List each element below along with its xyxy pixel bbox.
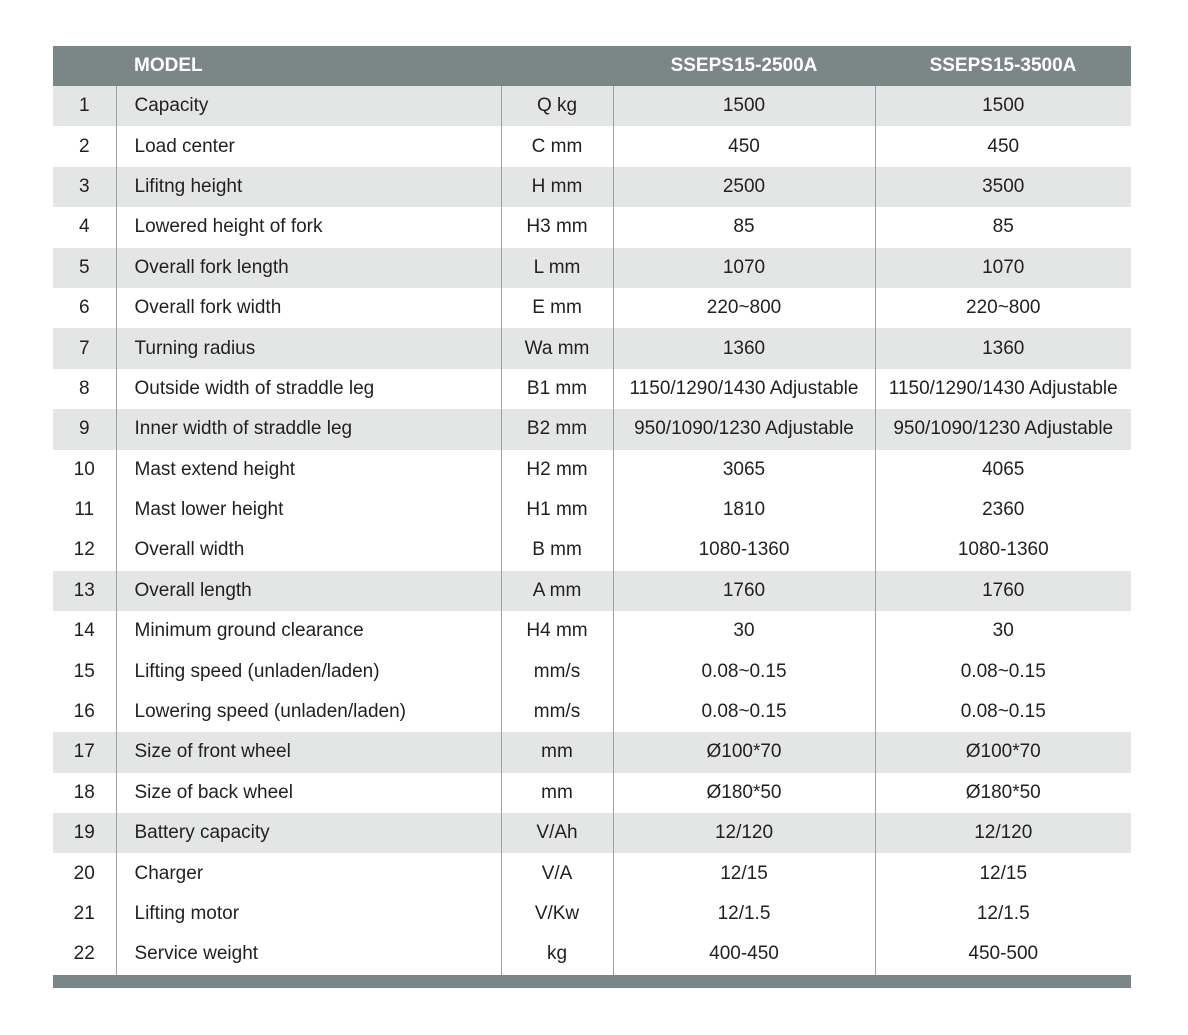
item-unit: mm/s [501, 692, 613, 732]
value-model-b: 2360 [982, 499, 1025, 521]
row-number: 5 [53, 248, 116, 288]
item-unit: mm [501, 732, 613, 772]
table-row [53, 450, 1131, 490]
value-model-a: 2500 [613, 167, 875, 207]
table-row [53, 86, 1131, 126]
value-model-a: 12/15 [613, 853, 875, 893]
value-model-a: Ø100*70 [613, 732, 875, 772]
item-unit: B2 mm [501, 409, 613, 449]
row-number: 11 [53, 490, 116, 530]
table-row [53, 773, 1131, 813]
item-name: Overall fork length [116, 248, 501, 288]
value-model-a: 30 [613, 611, 875, 651]
value-model-a: 12/120 [613, 813, 875, 853]
item-unit: C mm [501, 126, 613, 166]
table-row [53, 692, 1131, 732]
model-label: MODEL [134, 55, 203, 76]
table-row [53, 167, 1131, 207]
item-name: Mast lower height [116, 490, 501, 530]
row-number: 9 [53, 409, 116, 449]
value-model-b: 1070 [982, 256, 1025, 278]
table-header [53, 46, 1131, 86]
row-number: 13 [53, 571, 116, 611]
item-unit: B1 mm [501, 369, 613, 409]
table-row [53, 934, 1131, 974]
table-row [53, 611, 1131, 651]
value-model-b: 450-500 [968, 943, 1039, 965]
table-row [53, 732, 1131, 772]
table-row [53, 490, 1131, 530]
item-name: Charger [116, 853, 501, 893]
header-no [53, 46, 116, 86]
value-model-a: 0.08~0.15 [613, 692, 875, 732]
value-model-b: 1360 [982, 337, 1025, 359]
item-unit: Q kg [501, 86, 613, 126]
table-body [53, 86, 1131, 975]
row-number: 15 [53, 651, 116, 691]
value-model-b: Ø180*50 [965, 781, 1041, 803]
item-name: Lifitng height [116, 167, 501, 207]
header-unit [501, 46, 613, 86]
value-model-b: 1500 [982, 95, 1025, 117]
value-model-b: 12/15 [979, 862, 1028, 884]
value-model-a: 85 [613, 207, 875, 247]
item-name: Overall fork width [116, 288, 501, 328]
value-model-b: 1760 [982, 579, 1025, 601]
item-unit: H4 mm [501, 611, 613, 651]
row-number: 14 [53, 611, 116, 651]
footer-bar [53, 975, 1131, 988]
item-unit: mm/s [501, 651, 613, 691]
row-number: 17 [53, 732, 116, 772]
table-row [53, 813, 1131, 853]
value-model-b: 1080-1360 [957, 539, 1049, 561]
item-name: Inner width of straddle leg [116, 409, 501, 449]
value-model-a: 400-450 [613, 934, 875, 974]
item-name: Lifting motor [116, 894, 501, 934]
table-row [53, 651, 1131, 691]
value-model-a: 0.08~0.15 [613, 651, 875, 691]
value-model-b: 4065 [982, 458, 1025, 480]
row-number: 3 [53, 167, 116, 207]
item-unit: H mm [501, 167, 613, 207]
item-name: Turning radius [116, 328, 501, 368]
table-row [53, 248, 1131, 288]
value-model-a: 1760 [613, 571, 875, 611]
table-row [53, 894, 1131, 934]
table-row [53, 409, 1131, 449]
value-model-b: 450 [987, 135, 1020, 157]
table-row [53, 853, 1131, 893]
row-number: 20 [53, 853, 116, 893]
item-name: Mast extend height [116, 450, 501, 490]
value-model-b: 30 [992, 620, 1014, 642]
row-number: 19 [53, 813, 116, 853]
item-unit: H2 mm [501, 450, 613, 490]
value-model-a: 3065 [613, 450, 875, 490]
item-unit: A mm [501, 571, 613, 611]
item-name: Lowering speed (unladen/laden) [116, 692, 501, 732]
value-model-a: 1080-1360 [613, 530, 875, 570]
item-name: Lowered height of fork [116, 207, 501, 247]
value-model-b: 220~800 [966, 297, 1041, 319]
row-number: 2 [53, 126, 116, 166]
table-row [53, 571, 1131, 611]
value-model-a: 1500 [613, 86, 875, 126]
item-name: Overall length [116, 571, 501, 611]
row-number: 4 [53, 207, 116, 247]
value-model-b: 3500 [982, 175, 1025, 197]
value-model-b: 0.08~0.15 [960, 660, 1046, 682]
value-model-a: Ø180*50 [613, 773, 875, 813]
item-unit: mm [501, 773, 613, 813]
item-unit: H1 mm [501, 490, 613, 530]
value-model-b: 0.08~0.15 [960, 701, 1046, 723]
item-name: Service weight [116, 934, 501, 974]
item-name: Minimum ground clearance [116, 611, 501, 651]
spec-sheet [53, 46, 1131, 988]
value-model-b: 85 [992, 216, 1014, 238]
value-model-a: 1360 [613, 328, 875, 368]
item-unit: B mm [501, 530, 613, 570]
item-name: Size of front wheel [116, 732, 501, 772]
value-model-b: 12/120 [974, 822, 1033, 844]
item-unit: L mm [501, 248, 613, 288]
value-model-b: 12/1.5 [976, 903, 1030, 924]
item-unit: V/Ah [501, 813, 613, 853]
value-model-a: 1810 [613, 490, 875, 530]
item-name: Battery capacity [116, 813, 501, 853]
table-row [53, 126, 1131, 166]
value-model-a: 12/1.5 [613, 894, 875, 934]
table-row [53, 207, 1131, 247]
value-model-b: Ø100*70 [965, 741, 1041, 763]
table-row [53, 530, 1131, 570]
item-unit: Wa mm [501, 328, 613, 368]
item-name: Size of back wheel [116, 773, 501, 813]
model-b-header: SSEPS15-3500A [929, 55, 1077, 76]
item-unit: E mm [501, 288, 613, 328]
model-a-header: SSEPS15-2500A [670, 55, 818, 76]
value-model-a: 1070 [613, 248, 875, 288]
value-model-b: 950/1090/1230 Adjustable [893, 418, 1114, 440]
item-name: Outside width of straddle leg [116, 369, 501, 409]
row-number: 16 [53, 692, 116, 732]
item-name: Lifting speed (unladen/laden) [116, 651, 501, 691]
row-number: 18 [53, 773, 116, 813]
spec-table [53, 46, 1131, 975]
row-number: 21 [53, 894, 116, 934]
row-number: 7 [53, 328, 116, 368]
value-model-a: 950/1090/1230 Adjustable [613, 409, 875, 449]
item-unit: H3 mm [501, 207, 613, 247]
table-row [53, 288, 1131, 328]
table-row [53, 369, 1131, 409]
row-number: 12 [53, 530, 116, 570]
value-model-a: 1150/1290/1430 Adjustable [613, 369, 875, 409]
row-number: 22 [53, 934, 116, 974]
item-name: Capacity [116, 86, 501, 126]
table-row [53, 328, 1131, 368]
value-model-b: 1150/1290/1430 Adjustable [888, 377, 1118, 399]
item-unit: kg [501, 934, 613, 974]
row-number: 10 [53, 450, 116, 490]
value-model-a: 450 [613, 126, 875, 166]
item-unit: V/Kw [501, 894, 613, 934]
value-model-a: 220~800 [613, 288, 875, 328]
item-name: Load center [116, 126, 501, 166]
item-name: Overall width [116, 530, 501, 570]
row-number: 8 [53, 369, 116, 409]
row-number: 1 [53, 86, 116, 126]
item-unit: V/A [501, 853, 613, 893]
row-number: 6 [53, 288, 116, 328]
